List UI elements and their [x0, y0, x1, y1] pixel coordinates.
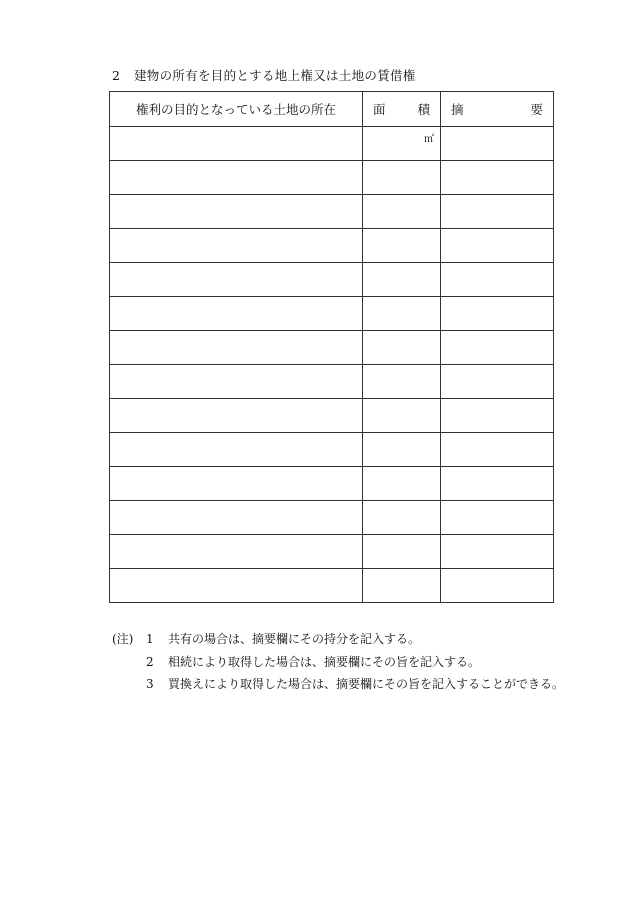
- header-area: [363, 92, 441, 127]
- area-cell[interactable]: [363, 501, 441, 535]
- header-remarks-left: 摘: [451, 102, 464, 117]
- table-row: [110, 501, 554, 535]
- remarks-cell[interactable]: [441, 331, 554, 365]
- remarks-cell[interactable]: [441, 399, 554, 433]
- note-item: [112, 628, 564, 651]
- table-header-row: [110, 92, 554, 127]
- remarks-cell[interactable]: [441, 195, 554, 229]
- header-area-left: 面: [373, 102, 386, 117]
- table-row: [110, 229, 554, 263]
- section-title: 建物の所有を目的とする地上権又は土地の賃借権: [134, 68, 416, 83]
- note-item: [112, 651, 564, 674]
- area-cell[interactable]: [363, 569, 441, 603]
- location-cell[interactable]: [110, 331, 363, 365]
- area-cell[interactable]: [363, 399, 441, 433]
- header-remarks-right: 要: [530, 102, 543, 117]
- area-cell[interactable]: [363, 331, 441, 365]
- remarks-cell[interactable]: [441, 229, 554, 263]
- location-cell[interactable]: [110, 399, 363, 433]
- header-land-location: 権利の目的となっている土地の所在: [110, 92, 363, 127]
- table-row: [110, 467, 554, 501]
- note-number: 1: [146, 632, 154, 646]
- location-cell[interactable]: [110, 195, 363, 229]
- remarks-cell[interactable]: [441, 433, 554, 467]
- location-cell[interactable]: [110, 433, 363, 467]
- area-cell[interactable]: [363, 433, 441, 467]
- location-cell[interactable]: [110, 297, 363, 331]
- header-area-right: 積: [417, 102, 430, 117]
- location-cell[interactable]: [110, 535, 363, 569]
- table-row: [110, 195, 554, 229]
- remarks-cell[interactable]: [441, 467, 554, 501]
- location-cell[interactable]: [110, 127, 363, 161]
- remarks-cell[interactable]: [441, 127, 554, 161]
- note-number: 2: [146, 654, 154, 669]
- note-text: 買換えにより取得した場合は、摘要欄にその旨を記入することができる。: [168, 677, 565, 691]
- table-row: [110, 297, 554, 331]
- area-cell[interactable]: [363, 127, 441, 161]
- notes-label: (注): [112, 632, 134, 646]
- section-heading: [112, 66, 416, 84]
- table-row: [110, 263, 554, 297]
- remarks-cell[interactable]: [441, 161, 554, 195]
- note-text: 共有の場合は、摘要欄にその持分を記入する。: [168, 632, 421, 646]
- area-cell[interactable]: [363, 195, 441, 229]
- location-cell[interactable]: [110, 501, 363, 535]
- table-row: [110, 399, 554, 433]
- table-row: [110, 331, 554, 365]
- note-item: [112, 673, 564, 696]
- remarks-cell[interactable]: [441, 535, 554, 569]
- location-cell[interactable]: [110, 365, 363, 399]
- area-cell[interactable]: [363, 467, 441, 501]
- area-cell[interactable]: [363, 297, 441, 331]
- location-cell[interactable]: [110, 161, 363, 195]
- remarks-cell[interactable]: [441, 501, 554, 535]
- remarks-cell[interactable]: [441, 569, 554, 603]
- remarks-cell[interactable]: [441, 365, 554, 399]
- remarks-cell[interactable]: [441, 263, 554, 297]
- table-row: [110, 161, 554, 195]
- area-cell[interactable]: [363, 263, 441, 297]
- notes-section: [112, 628, 564, 696]
- note-number: 3: [146, 677, 154, 691]
- location-cell[interactable]: [110, 467, 363, 501]
- area-cell[interactable]: [363, 365, 441, 399]
- remarks-cell[interactable]: [441, 297, 554, 331]
- section-number: 2: [112, 68, 121, 83]
- table-row: [110, 433, 554, 467]
- location-cell[interactable]: [110, 263, 363, 297]
- header-remarks: [441, 92, 554, 127]
- area-cell[interactable]: [363, 161, 441, 195]
- note-text: 相続により取得した場合は、摘要欄にその旨を記入する。: [168, 654, 481, 669]
- location-cell[interactable]: [110, 569, 363, 603]
- table-row: [110, 569, 554, 603]
- table-row: [110, 365, 554, 399]
- table-row: [110, 535, 554, 569]
- area-cell[interactable]: [363, 535, 441, 569]
- location-cell[interactable]: [110, 229, 363, 263]
- table-row: [110, 127, 554, 161]
- area-cell[interactable]: [363, 229, 441, 263]
- land-rights-table: [109, 91, 554, 603]
- area-unit: ㎡: [424, 134, 434, 145]
